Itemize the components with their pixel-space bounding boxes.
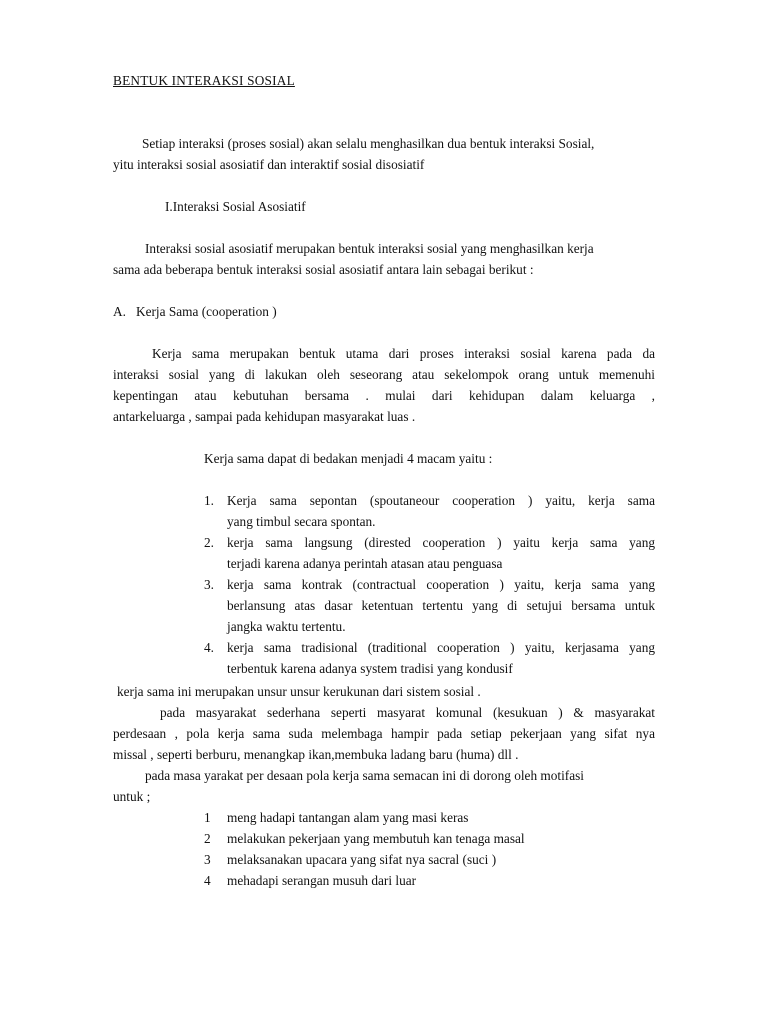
asosiatif-line-1: Interaksi sosial asosiatif merupakan bentuk interaksi sosial yang menghasilkan kerja <box>145 241 594 256</box>
unsur-line: kerja sama ini merupakan unsur unsur kerukunan dari sistem sosial . <box>117 684 481 699</box>
kerja-sama-line-1: Kerja sama merupakan bentuk utama dari proses interaksi sosial karena pada da <box>152 346 655 361</box>
macam-item-number: 3. <box>204 577 214 592</box>
document-title: BENTUK INTERAKSI SOSIAL <box>113 73 295 88</box>
macam-item-3-line-3: jangka waktu tertentu. <box>227 619 346 634</box>
intro-line-1: Setiap interaksi (proses sosial) akan selalu menghasilkan dua bentuk interaksi Sosial, <box>142 136 595 151</box>
macam-item-number: 1. <box>204 493 214 508</box>
macam-item-3-line-1: kerja sama kontrak (contractual cooperation ) yaitu, kerja sama yang <box>227 577 655 592</box>
komunal-line-1: pada masyarakat sederhana seperti masyarat komunal (kesukuan ) & masyarakat <box>160 705 655 720</box>
motivasi-item-number: 2 <box>204 831 211 846</box>
macam-item-1-line-1: Kerja sama sepontan (spoutaneour cooperation ) yaitu, kerja sama <box>227 493 655 508</box>
macam-intro: Kerja sama dapat di bedakan menjadi 4 macam yaitu : <box>204 451 493 466</box>
macam-item-4-line-1: kerja sama tradisional (traditional cooperation ) yaitu, kerjasama yang <box>227 640 655 655</box>
macam-item-number: 4. <box>204 640 214 655</box>
subheading-text: Kerja Sama (cooperation ) <box>136 304 277 319</box>
macam-item-number: 2. <box>204 535 214 550</box>
motivasi-item-1: meng hadapi tantangan alam yang masi keras <box>227 810 469 825</box>
motivasi-item-number: 3 <box>204 852 211 867</box>
motivasi-item-4: mehadapi serangan musuh dari luar <box>227 873 417 888</box>
kerja-sama-line-4: antarkeluarga , sampai pada kehidupan masyarakat luas . <box>113 409 416 424</box>
asosiatif-line-2: sama ada beberapa bentuk interaksi sosial asosiatif antara lain sebagai berikut : <box>113 262 534 277</box>
kerja-sama-line-2: interaksi sosial yang di lakukan oleh seseorang atau sekelompok orang untuk memenuhi <box>113 367 655 382</box>
macam-item-2-line-1: kerja sama langsung (dirested cooperation ) yaitu kerja sama yang <box>227 535 655 550</box>
komunal-line-2: perdesaan , pola kerja sama suda melembaga hampir pada setiap pekerjaan yang sifat nya <box>113 726 655 741</box>
motivasi-item-number: 1 <box>204 810 211 825</box>
motivasi-item-2: melakukan pekerjaan yang membutuh kan tenaga masal <box>227 831 525 846</box>
section-heading: I.Interaksi Sosial Asosiatif <box>165 199 306 214</box>
kerja-sama-line-3: kepentingan atau kebutuhan bersama . mulai dari kehidupan dalam keluarga , <box>113 388 655 403</box>
intro-line-2: yitu interaksi sosial asosiatif dan interaktif sosial disosiatif <box>113 157 425 172</box>
motivasi-item-3: melaksanakan upacara yang sifat nya sacral (suci ) <box>227 852 497 867</box>
macam-item-2-line-2: terjadi karena adanya perintah atasan atau penguasa <box>227 556 503 571</box>
motivasi-line-1: pada masa yarakat per desaan pola kerja sama semacan ini di dorong oleh motifasi <box>145 768 584 783</box>
motivasi-line-2: untuk ; <box>113 789 151 804</box>
subheading-marker: A. <box>113 304 126 319</box>
komunal-line-3: missal , seperti berburu, menangkap ikan,membuka ladang baru (huma) dll . <box>113 747 519 762</box>
motivasi-item-number: 4 <box>204 873 211 888</box>
macam-item-3-line-2: berlansung atas dasar ketentuan tertentu yang di setujui bersama untuk <box>227 598 655 613</box>
macam-item-1-line-2: yang timbul secara spontan. <box>227 514 376 529</box>
macam-item-4-line-2: terbentuk karena adanya system tradisi yang kondusif <box>227 661 513 676</box>
